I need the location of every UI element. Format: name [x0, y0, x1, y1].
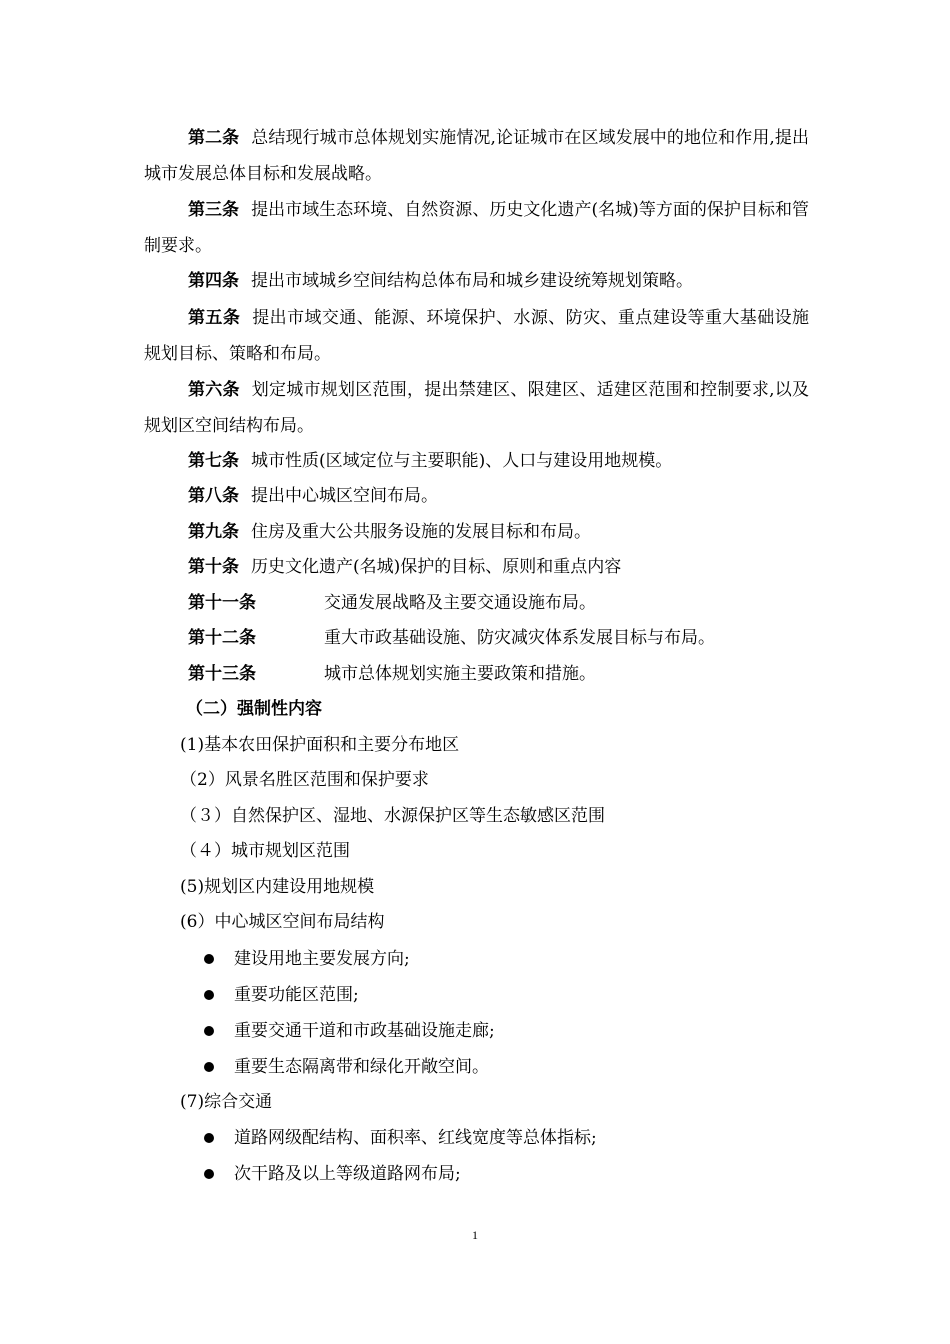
- mandatory-item-3: （３）自然保护区、湿地、水源保护区等生态敏感区范围: [180, 805, 605, 826]
- mandatory-item-7: (7)综合交通: [180, 1091, 273, 1112]
- bullet-dot-icon: [204, 1133, 214, 1143]
- bullet-item: [144, 1013, 809, 1049]
- bullet-item: [144, 1049, 809, 1085]
- article-4: [144, 264, 809, 300]
- mandatory-item-4: （４）城市规划区范围: [180, 841, 350, 861]
- bullet-text: 道路网级配结构、面积率、红线宽度等总体指标;: [234, 1128, 597, 1148]
- bullet-dot-icon: [204, 1062, 214, 1072]
- article-label: 第十二条: [188, 628, 256, 648]
- article-12: [144, 621, 809, 657]
- bullet-item: [144, 941, 809, 977]
- article-6: [144, 372, 809, 444]
- bullet-dot-icon: [204, 1026, 214, 1036]
- mandatory-item-5: (5)规划区内建设用地规模: [180, 876, 375, 897]
- article-2: [144, 120, 809, 192]
- article-11: [144, 586, 809, 622]
- article-text: 历史文化遗产(名城)保护的目标、原则和重点内容: [251, 557, 622, 577]
- article-label: 第六条: [188, 379, 240, 400]
- section-heading-mandatory: （二）强制性内容: [186, 699, 322, 719]
- bullet-item: [144, 1120, 809, 1156]
- bullet-dot-icon: [204, 954, 214, 964]
- article-label: 第九条: [188, 521, 239, 542]
- bullet-item: [144, 977, 809, 1013]
- article-text: 提出市域城乡空间结构总体布局和城乡建设统筹规划策略。: [251, 271, 693, 291]
- article-label: 第八条: [188, 486, 239, 506]
- article-label: 第十一条: [188, 592, 256, 613]
- article-text: 划定城市规划区范围，提出禁建区、限建区、适建区范围和控制要求,以及规划区空间结构布局。: [144, 379, 810, 436]
- bullet-text: 重要生态隔离带和绿化开敞空间。: [234, 1056, 489, 1077]
- article-8: [144, 479, 809, 515]
- article-text: 城市总体规划实施主要政策和措施。: [324, 663, 596, 684]
- bullet-dot-icon: [204, 990, 214, 1000]
- article-7: [144, 444, 809, 480]
- article-text: 住房及重大公共服务设施的发展目标和布局。: [251, 521, 591, 542]
- mandatory-item-6: (6）中心城区空间布局结构: [180, 912, 385, 932]
- page-body: [144, 120, 809, 1192]
- article-13: [144, 657, 809, 693]
- bullet-item: [144, 1156, 809, 1192]
- article-label: 第三条: [188, 200, 240, 220]
- bullet-dot-icon: [204, 1169, 214, 1179]
- article-text: 总结现行城市总体规划实施情况,论证城市在区域发展中的地位和作用,提出城市发展总体目标和发展战略。: [144, 128, 809, 184]
- article-9: [144, 515, 809, 551]
- article-text: 提出市域生态环境、自然资源、历史文化遗产(名城)等方面的保护目标和管制要求。: [144, 200, 809, 256]
- article-3: [144, 192, 809, 264]
- article-5: [144, 300, 809, 372]
- article-label: 第十条: [188, 557, 239, 577]
- article-label: 第十三条: [188, 663, 256, 684]
- article-label: 第二条: [188, 128, 240, 148]
- article-text: 城市性质(区域定位与主要职能)、人口与建设用地规模。: [251, 450, 673, 471]
- mandatory-item-1: (1)基本农田保护面积和主要分布地区: [180, 734, 460, 755]
- article-text: 提出市域交通、能源、环境保护、水源、防灾、重点建设等重大基础设施规划目标、策略和布局。: [144, 307, 810, 364]
- article-text: 交通发展战略及主要交通设施布局。: [324, 592, 596, 613]
- bullet-text: 重要交通干道和市政基础设施走廊;: [234, 1020, 495, 1041]
- bullet-text: 建设用地主要发展方向;: [234, 948, 410, 969]
- page-number: 1: [472, 1228, 478, 1242]
- article-10: [144, 550, 809, 586]
- article-label: 第五条: [188, 307, 241, 328]
- bullet-text: 次干路及以上等级道路网布局;: [234, 1164, 461, 1184]
- bullet-text: 重要功能区范围;: [234, 984, 359, 1005]
- mandatory-item-2: （2）风景名胜区范围和保护要求: [180, 770, 429, 790]
- article-label: 第七条: [188, 450, 239, 471]
- article-text: 提出中心城区空间布局。: [251, 486, 438, 506]
- article-text: 重大市政基础设施、防灾减灾体系发展目标与布局。: [324, 628, 715, 648]
- article-label: 第四条: [188, 271, 239, 291]
